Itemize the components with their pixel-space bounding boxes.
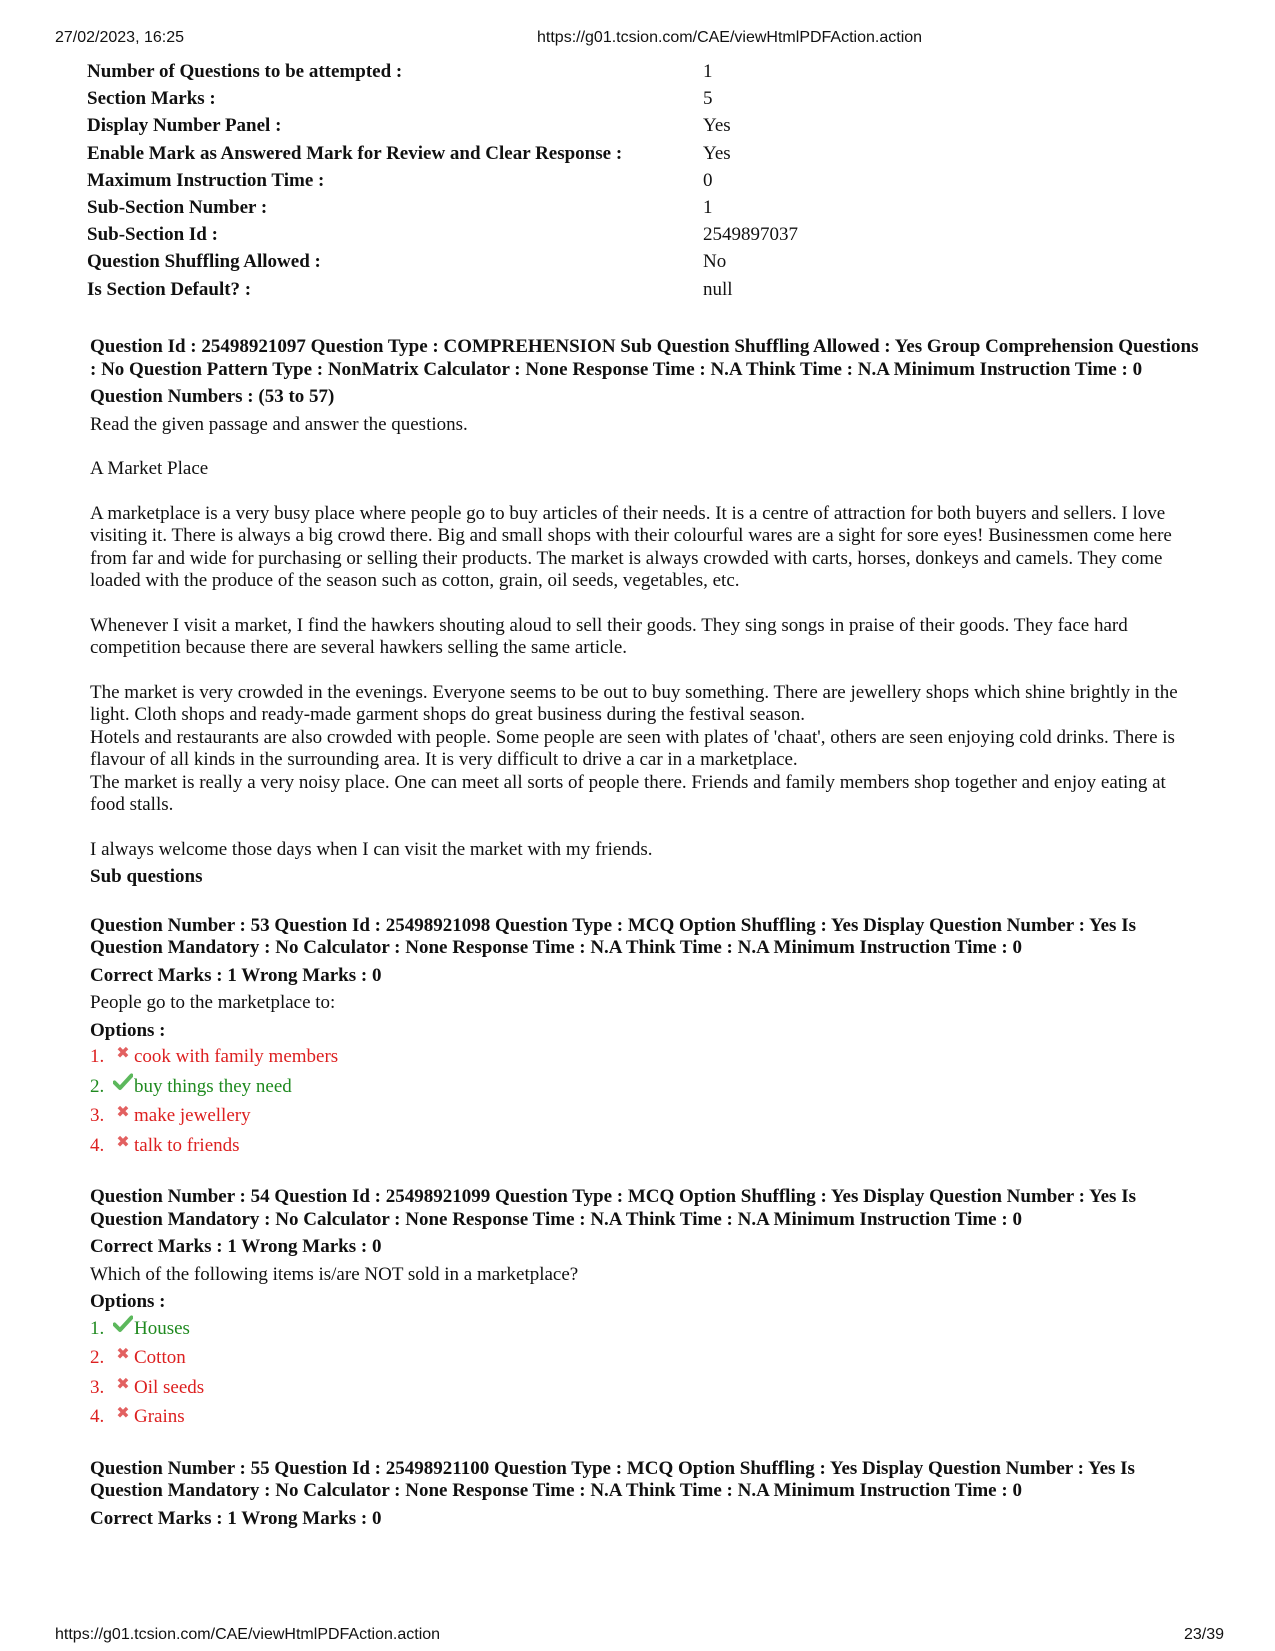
option-number: 1. <box>90 1046 105 1067</box>
option-item <box>90 1101 1200 1131</box>
passage-title: A Market Place <box>90 458 209 479</box>
meta-row <box>87 167 713 194</box>
passage-paragraph: I always welcome those days when I can visit the market with my friends. <box>90 838 653 860</box>
option-number: 2. <box>90 1347 105 1368</box>
meta-value: Yes <box>703 142 731 164</box>
section-meta-table <box>87 58 798 303</box>
options-label: Options : <box>90 1291 166 1312</box>
meta-label: Is Section Default? : <box>87 278 252 300</box>
option-item <box>90 1402 1200 1432</box>
option-text: Houses <box>134 1317 190 1339</box>
question-53 <box>90 915 1200 1161</box>
option-number: 1. <box>90 1317 105 1339</box>
page-number: 23/39 <box>1184 1626 1225 1643</box>
question-marks: Correct Marks : 1 Wrong Marks : 0 <box>90 1507 382 1529</box>
meta-label: Sub-Section Id : <box>87 224 218 246</box>
question-info: Question Number : 53 Question Id : 25498921098 Question Type : MCQ Option Shuffling : Yes Display Question Number : Yes Is Question Mandatory : No Calculator : None Response Time : N.A Think Time : N.A Minimum Instruction Time : 0 <box>90 914 1136 958</box>
meta-row <box>87 112 731 139</box>
meta-value: 1 <box>703 196 713 218</box>
check-icon <box>112 1073 134 1091</box>
question-numbers: Question Numbers : (53 to 57) <box>90 386 335 407</box>
meta-row <box>87 85 713 112</box>
footer-url: https://g01.tcsion.com/CAE/viewHtmlPDFAction.action <box>55 1626 441 1643</box>
meta-value: 2549897037 <box>703 224 798 246</box>
meta-value: 0 <box>703 169 713 191</box>
meta-label: Sub-Section Number : <box>87 196 268 218</box>
option-text: Cotton <box>134 1347 186 1368</box>
passage-paragraph: The market is really a very noisy place. One can meet all sorts of people there. Friends and family members shop together and enjoy eating at food stalls. <box>90 771 1166 815</box>
option-item <box>90 1042 1200 1072</box>
meta-value: 5 <box>703 88 713 110</box>
meta-label: Enable Mark as Answered Mark for Review and Clear Response : <box>87 142 623 164</box>
passage-instruction: Read the given passage and answer the questions. <box>90 413 468 435</box>
cross-icon: ✖ <box>116 1043 130 1062</box>
option-text: cook with family members <box>134 1046 339 1067</box>
option-number: 3. <box>90 1376 105 1398</box>
cross-icon: ✖ <box>116 1131 130 1151</box>
meta-label: Maximum Instruction Time : <box>87 169 325 191</box>
meta-row <box>87 140 731 167</box>
options-label: Options : <box>90 1019 166 1041</box>
question-marks: Correct Marks : 1 Wrong Marks : 0 <box>90 1236 382 1257</box>
cross-icon: ✖ <box>116 1373 130 1393</box>
option-text: make jewellery <box>134 1105 251 1126</box>
question-marks: Correct Marks : 1 Wrong Marks : 0 <box>90 964 382 986</box>
question-info: Question Number : 54 Question Id : 25498921099 Question Type : MCQ Option Shuffling : Yes Display Question Number : Yes Is Question Mandatory : No Calculator : None Response Time : N.A Think Time : N.A Minimum Instruction Time : 0 <box>90 1186 1136 1230</box>
comprehension-info: Question Id : 25498921097 Question Type : COMPREHENSION Sub Question Shuffling Allowed : Yes Group Comprehension Questions : No Question Pattern Type : NonMatrix Calculator : None Response Time : N.A Think Time : N.A Minimum Instruction Time : 0 <box>90 336 1199 380</box>
meta-label: Number of Questions to be attempted : <box>87 61 403 82</box>
option-text: Grains <box>134 1406 185 1427</box>
meta-label: Display Number Panel : <box>87 115 282 137</box>
meta-row <box>87 58 713 85</box>
question-content <box>90 336 1200 1530</box>
meta-row <box>87 221 798 248</box>
option-text: Oil seeds <box>134 1376 205 1398</box>
option-item <box>90 1343 1200 1373</box>
option-item <box>90 1131 1200 1161</box>
meta-label: Section Marks : <box>87 88 216 110</box>
passage-paragraph: The market is very crowded in the evenings. Everyone seems to be out to buy something. There are jewellery shops which shine brightly in the light. Cloth shops and ready-made garment shops do great business during the festival season. <box>90 681 1178 725</box>
option-item <box>90 1373 1200 1403</box>
question-text: Which of the following items is/are NOT sold in a marketplace? <box>90 1263 579 1285</box>
question-info: Question Number : 55 Question Id : 25498921100 Question Type : MCQ Option Shuffling : Yes Display Question Number : Yes Is Question Mandatory : No Calculator : None Response Time : N.A Think Time : N.A Minimum Instruction Time : 0 <box>90 1457 1135 1501</box>
check-icon <box>112 1315 134 1333</box>
option-text: talk to friends <box>134 1134 240 1156</box>
option-item <box>90 1314 1200 1344</box>
option-number: 4. <box>90 1134 105 1156</box>
cross-icon: ✖ <box>116 1344 130 1363</box>
sub-questions-heading: Sub questions <box>90 866 203 887</box>
question-text: People go to the marketplace to: <box>90 992 336 1013</box>
option-number: 4. <box>90 1406 105 1427</box>
option-number: 3. <box>90 1105 105 1126</box>
meta-value: null <box>703 278 733 300</box>
meta-value: Yes <box>703 115 731 137</box>
option-text: buy things they need <box>134 1075 292 1097</box>
question-54 <box>90 1186 1200 1432</box>
cross-icon: ✖ <box>116 1102 130 1121</box>
option-item <box>90 1072 1200 1102</box>
meta-row <box>87 276 733 303</box>
meta-value: No <box>703 251 727 273</box>
meta-row <box>87 194 713 221</box>
meta-label: Question Shuffling Allowed : <box>87 251 321 273</box>
question-55 <box>90 1458 1200 1531</box>
cross-icon: ✖ <box>116 1403 130 1422</box>
meta-value: 1 <box>703 61 713 82</box>
passage-paragraph: Hotels and restaurants are also crowded with people. Some people are seen with plates of 'chaat', others are seen enjoying cold drinks. There is flavour of all kinds in the surrounding area. It is very difficult to drive a car in a marketplace. <box>90 726 1175 770</box>
header-url: https://g01.tcsion.com/CAE/viewHtmlPDFAction.action <box>537 29 923 46</box>
meta-row <box>87 248 727 275</box>
option-number: 2. <box>90 1075 105 1097</box>
passage-paragraph: Whenever I visit a market, I find the hawkers shouting aloud to sell their goods. They sing songs in praise of their goods. They face hard competition because there are several hawkers selling the same article. <box>90 614 1128 658</box>
passage-paragraph: A marketplace is a very busy place where people go to buy articles of their needs. It is a centre of attraction for both buyers and sellers. I love visiting it. There is always a big crowd there. Big and small shops with their colourful wares are a sight for sore eyes! Businessmen come here from far and wide for purchasing or selling their products. The market is always crowded with carts, horses, donkeys and camels. They come loaded with the produce of the season such as cotton, grain, oil seeds, vegetables, etc. <box>90 502 1172 591</box>
print-datetime: 27/02/2023, 16:25 <box>55 29 185 46</box>
